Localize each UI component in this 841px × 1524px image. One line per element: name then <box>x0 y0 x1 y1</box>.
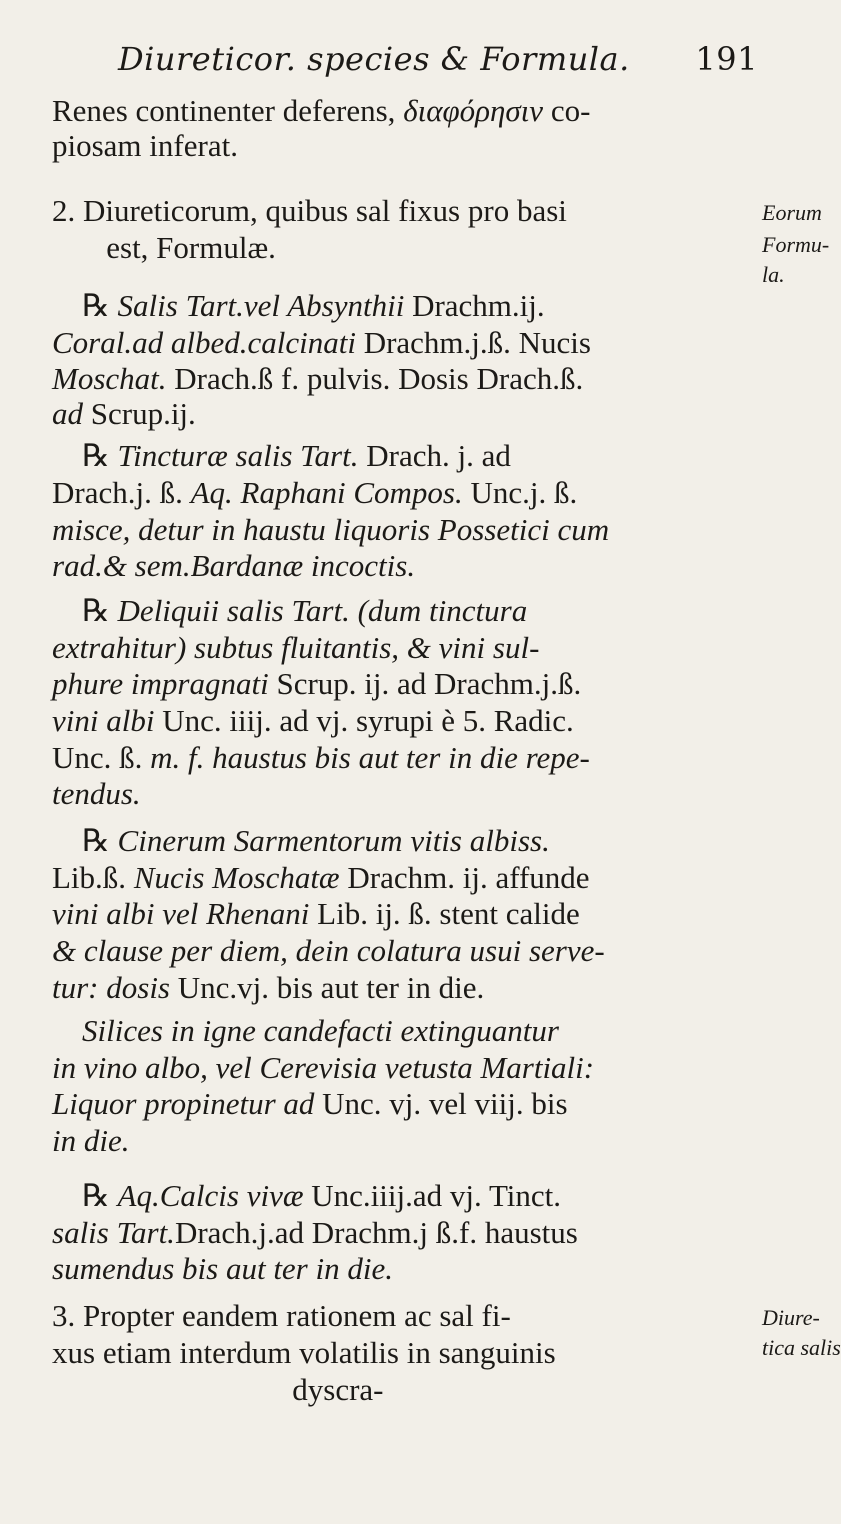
recipe-line: Liquor propinetur ad Unc. vj. vel viij. bis <box>52 1086 568 1121</box>
recipe-line: ad Scrup.ij. <box>52 396 196 431</box>
text-line: piosam inferat. <box>52 128 238 163</box>
recipe-line: ℞ Cinerum Sarmentorum vitis albiss. <box>82 823 550 858</box>
text-line: Renes continenter deferens, διαφόρησιν co- <box>52 93 591 128</box>
margin-note: Diure- <box>762 1305 820 1330</box>
recipe-line: tur: dosis Unc.vj. bis aut ter in die. <box>52 970 485 1005</box>
running-title: Diureticor. species & Formula. <box>118 40 630 78</box>
recipe-line: tendus. <box>52 776 141 811</box>
paragraph-line: 3. Propter eandem rationem ac sal fi- <box>52 1298 511 1333</box>
recipe-line: phure impragnati Scrup. ij. ad Drachm.j.ß. <box>52 666 582 701</box>
running-header <box>118 40 758 78</box>
margin-note: Formu- <box>762 232 830 257</box>
recipe-line: ℞ Aq.Calcis vivæ Unc.iiij.ad vj. Tinct. <box>82 1178 562 1213</box>
recipe-line: Lib.ß. Nucis Moschatæ Drachm. ij. affunde <box>52 860 590 895</box>
recipe-line: in vino albo, vel Cerevisia vetusta Martiali: <box>52 1050 595 1085</box>
paragraph-line: xus etiam interdum volatilis in sanguinis <box>52 1335 556 1370</box>
recipe-line: Silices in igne candefacti extinguantur <box>82 1013 559 1048</box>
margin-note: la. <box>762 262 785 287</box>
recipe-line: extrahitur) subtus fluitantis, & vini sul- <box>52 630 540 665</box>
recipe-line: Unc. ß. m. f. haustus bis aut ter in die repe- <box>52 740 590 775</box>
recipe-line: salis Tart.Drach.j.ad Drachm.j ß.f. haustus <box>52 1215 578 1250</box>
catchword-line: dyscra- <box>52 1372 384 1407</box>
recipe-line: Moschat. Drach.ß f. pulvis. Dosis Drach.ß. <box>52 361 584 396</box>
recipe-line: & clause per diem, dein colatura usui serve- <box>52 933 605 968</box>
page-number: 191 <box>695 40 758 78</box>
recipe-line: in die. <box>52 1123 130 1158</box>
recipe-line: ℞ Salis Tart.vel Absynthii Drachm.ij. <box>82 288 545 323</box>
recipe-line: Coral.ad albed.calcinati Drachm.j.ß. Nucis <box>52 325 591 360</box>
section-heading: est, Formulæ. <box>52 230 276 265</box>
margin-note: Eorum <box>762 200 822 225</box>
recipe-line: ℞ Tincturæ salis Tart. Drach. j. ad <box>82 438 511 473</box>
margin-note: tica salis <box>762 1335 841 1360</box>
section-heading: 2. Diureticorum, quibus sal fixus pro basi <box>52 193 567 228</box>
recipe-line: vini albi vel Rhenani Lib. ij. ß. stent calide <box>52 896 580 931</box>
recipe-line: sumendus bis aut ter in die. <box>52 1251 393 1286</box>
recipe-line: misce, detur in haustu liquoris Possetici cum <box>52 512 610 547</box>
recipe-line: vini albi Unc. iiij. ad vj. syrupi è 5. Radic. <box>52 703 574 738</box>
recipe-line: ℞ Deliquii salis Tart. (dum tinctura <box>82 593 528 628</box>
recipe-line: rad.& sem.Bardanæ incoctis. <box>52 548 416 583</box>
recipe-line: Drach.j. ß. Aq. Raphani Compos. Unc.j. ß. <box>52 475 578 510</box>
